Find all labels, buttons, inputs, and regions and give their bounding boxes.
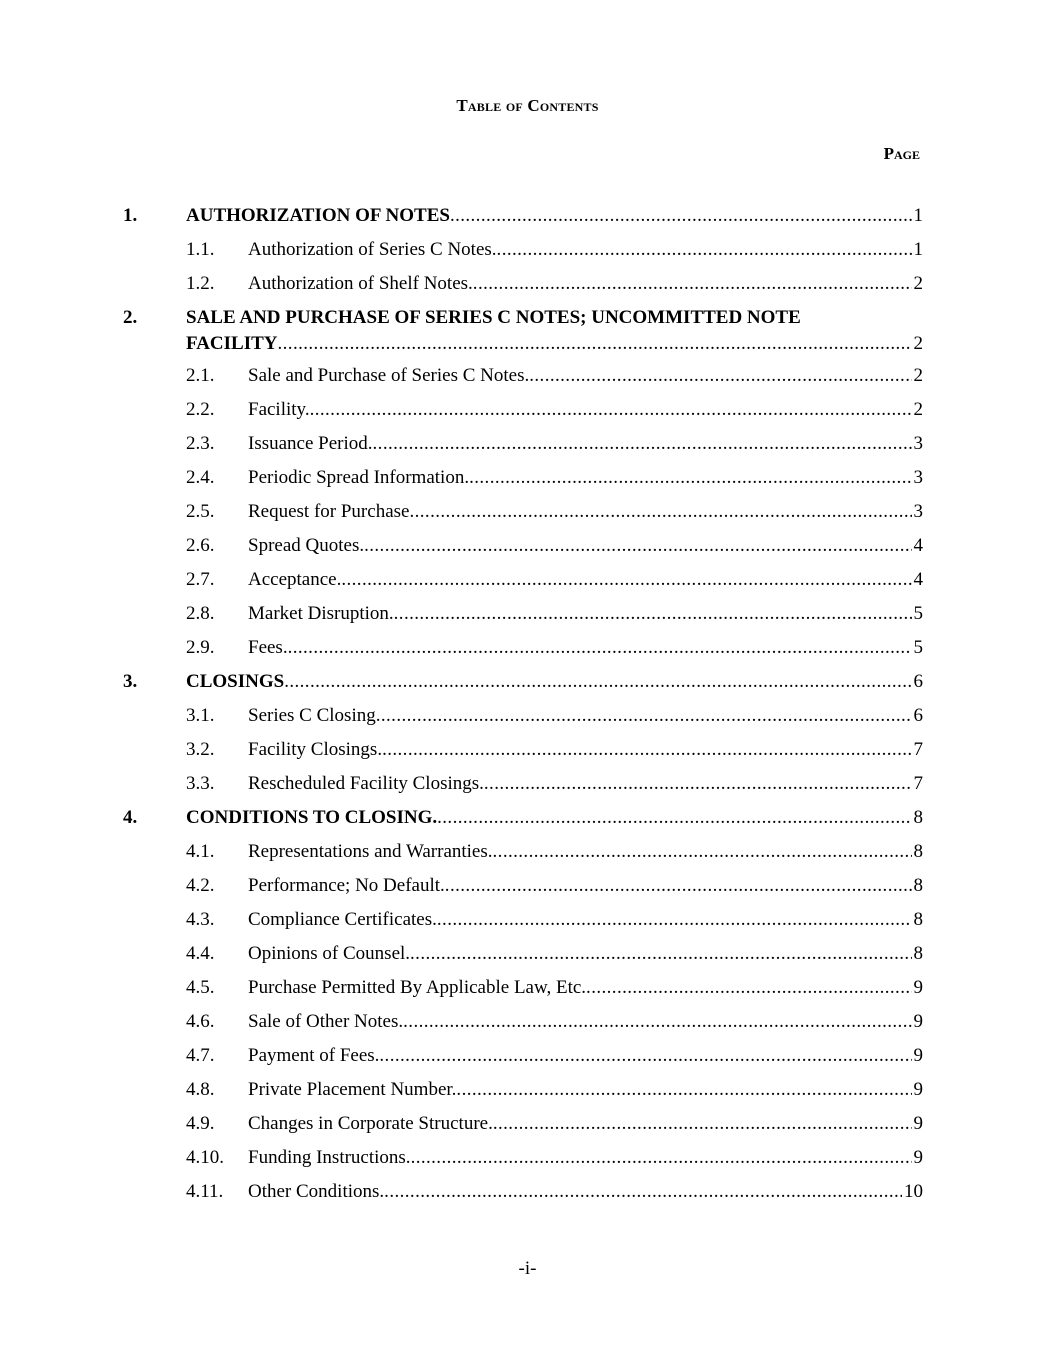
toc-number: 2.9. [186, 637, 215, 658]
toc-title: CLOSINGS [186, 671, 285, 692]
toc-number: 4.2. [186, 875, 215, 896]
toc-page-number: 9 [913, 1011, 923, 1032]
toc-section-2[interactable] [0, 305, 1055, 363]
leader-dots [493, 839, 912, 865]
leader-dots [456, 1077, 911, 1103]
toc-number: 3.2. [186, 739, 215, 760]
leader-dots [341, 567, 911, 593]
toc-page-number: 3 [913, 501, 923, 522]
toc-number: 2. [123, 307, 138, 328]
page-title: Table of Contents [456, 96, 599, 115]
leader-dots [445, 873, 912, 899]
toc-number: 2.3. [186, 433, 215, 454]
toc-page-number: 8 [913, 807, 923, 828]
toc-page-number: 2 [913, 399, 923, 420]
toc-page-number: 7 [913, 739, 923, 760]
leader-dots [278, 331, 912, 357]
toc-number: 3.1. [186, 705, 215, 726]
toc-page-number: 5 [913, 603, 923, 624]
toc-title: Authorization of Series C Notes. [248, 239, 497, 260]
toc-page-number: 9 [913, 1079, 923, 1100]
toc-title: Representations and Warranties. [248, 841, 493, 862]
toc-title: Payment of Fees. [248, 1045, 380, 1066]
toc-page-number: 4 [913, 535, 923, 556]
toc-title: Periodic Spread Information. [248, 467, 470, 488]
toc-subsection-2-9[interactable] [0, 635, 1055, 669]
toc-page-number: 8 [913, 841, 923, 862]
toc-number: 4.10. [186, 1147, 224, 1168]
toc-page-number: 6 [913, 705, 923, 726]
toc-title: Purchase Permitted By Applicable Law, Etc. [248, 977, 587, 998]
toc-subsection-4-3[interactable] [0, 907, 1055, 941]
toc-title: Series C Closing [248, 705, 376, 726]
toc-subsection-2-7[interactable] [0, 567, 1055, 601]
leader-dots [586, 975, 911, 1001]
toc-title: Facility. [248, 399, 310, 420]
toc-title: Spread Quotes. [248, 535, 365, 556]
leader-dots [484, 771, 912, 797]
toc-subsection-4-8[interactable] [0, 1077, 1055, 1111]
toc-section-3[interactable] [0, 669, 1055, 703]
toc-number: 4. [123, 807, 138, 828]
toc-title: Facility Closings. [248, 739, 383, 760]
toc-title: Request for Purchase [248, 501, 410, 522]
toc-title: Opinions of Counsel. [248, 943, 411, 964]
page-column-label: Page [883, 144, 920, 163]
toc-page-number: 8 [913, 875, 923, 896]
toc-subsection-4-9[interactable] [0, 1111, 1055, 1145]
toc-page-number: 10 [904, 1181, 923, 1202]
toc-title: Funding Instructions. [248, 1147, 411, 1168]
page-footer-number: -i- [518, 1258, 537, 1279]
toc-number: 2.8. [186, 603, 215, 624]
toc-subsection-2-8[interactable] [0, 601, 1055, 635]
toc-title: Issuance Period. [248, 433, 373, 454]
toc-title: Fees. [248, 637, 288, 658]
toc-title: Sale and Purchase of Series C Notes. [248, 365, 530, 386]
toc-title: Changes in Corporate Structure. [248, 1113, 493, 1134]
toc-title: Other Conditions. [248, 1181, 385, 1202]
toc-title: Sale of Other Notes. [248, 1011, 404, 1032]
leader-dots [450, 203, 912, 229]
toc-title: Performance; No Default. [248, 875, 445, 896]
toc-subsection-1-1[interactable] [0, 237, 1055, 271]
toc-number: 4.7. [186, 1045, 215, 1066]
toc-title: Authorization of Shelf Notes. [248, 273, 473, 294]
leader-dots [410, 941, 911, 967]
toc-page-number: 1 [913, 205, 923, 226]
toc-title: Compliance Certificates. [248, 909, 437, 930]
toc-number: 4.4. [186, 943, 215, 964]
toc-number: 4.11. [186, 1181, 224, 1202]
toc-subsection-4-2[interactable] [0, 873, 1055, 907]
toc-number: 3. [123, 671, 138, 692]
toc-number: 1. [123, 205, 138, 226]
toc-subsection-2-6[interactable] [0, 533, 1055, 567]
toc-number: 4.3. [186, 909, 215, 930]
toc-subsection-4-7[interactable] [0, 1043, 1055, 1077]
toc-page-number: 9 [913, 1147, 923, 1168]
leader-dots [469, 465, 911, 491]
leader-dots [529, 363, 911, 389]
leader-dots [493, 1111, 912, 1137]
toc-title: Market Disruption. [248, 603, 394, 624]
toc-subsection-2-1[interactable] [0, 363, 1055, 397]
leader-dots [473, 271, 912, 297]
leader-dots [411, 1145, 912, 1171]
toc-page-number: 9 [913, 1113, 923, 1134]
toc-page-number: 9 [913, 1045, 923, 1066]
toc-subsection-4-4[interactable] [0, 941, 1055, 975]
toc-page-number: 7 [913, 773, 923, 794]
toc-page-number: 3 [913, 433, 923, 454]
toc-subsection-2-4[interactable] [0, 465, 1055, 499]
toc-subsection-2-3[interactable] [0, 431, 1055, 465]
toc-page-number: 3 [913, 467, 923, 488]
toc-subsection-4-11[interactable] [0, 1179, 1055, 1213]
toc-title-line-2: FACILITY [186, 333, 278, 354]
toc-title: CONDITIONS TO CLOSING. [186, 807, 438, 828]
leader-dots [284, 669, 911, 695]
leader-dots [394, 601, 912, 627]
toc-page-number: 4 [913, 569, 923, 590]
leader-dots [437, 907, 912, 933]
toc-number: 2.4. [186, 467, 215, 488]
toc-section-4[interactable] [0, 805, 1055, 839]
leader-dots [379, 1043, 911, 1069]
toc-number: 2.2. [186, 399, 215, 420]
toc-number: 2.6. [186, 535, 215, 556]
toc-number: 2.1. [186, 365, 215, 386]
toc-section-1[interactable] [0, 203, 1055, 237]
toc-subsection-4-6[interactable] [0, 1009, 1055, 1043]
toc-subsection-1-2[interactable] [0, 271, 1055, 305]
toc-number: 4.9. [186, 1113, 215, 1134]
leader-dots [364, 533, 911, 559]
leader-dots [373, 431, 912, 457]
toc-subsection-4-1[interactable] [0, 839, 1055, 873]
leader-dots [437, 805, 911, 831]
toc-page-number: 9 [913, 977, 923, 998]
toc-page-number: 5 [913, 637, 923, 658]
toc-page-number: 6 [913, 671, 923, 692]
toc-number: 4.1. [186, 841, 215, 862]
toc-title: Acceptance. [248, 569, 342, 590]
toc-subsection-2-5[interactable] [0, 499, 1055, 533]
leader-dots [409, 499, 911, 525]
leader-dots [382, 737, 911, 763]
table-of-contents [0, 203, 1055, 1213]
leader-dots [310, 397, 912, 423]
toc-title: Rescheduled Facility Closings. [248, 773, 484, 794]
toc-subsection-3-1[interactable] [0, 703, 1055, 737]
toc-page-number: 2 [913, 365, 923, 386]
toc-number: 2.7. [186, 569, 215, 590]
toc-page-number: 8 [913, 943, 923, 964]
toc-title-line-1: SALE AND PURCHASE OF SERIES C NOTES; UNCOMMITTED NOTE [186, 307, 801, 328]
leader-dots [376, 703, 912, 729]
toc-number: 4.8. [186, 1079, 215, 1100]
leader-dots [288, 635, 912, 661]
toc-page-number: 1 [913, 239, 923, 260]
toc-page-number: 2 [913, 273, 923, 294]
toc-number: 4.6. [186, 1011, 215, 1032]
toc-number: 1.2. [186, 273, 215, 294]
toc-subsection-4-10[interactable] [0, 1145, 1055, 1179]
toc-page-number: 8 [913, 909, 923, 930]
toc-number: 1.1. [186, 239, 215, 260]
leader-dots [403, 1009, 911, 1035]
toc-title: Private Placement Number. [248, 1079, 457, 1100]
toc-subsection-3-3[interactable] [0, 771, 1055, 805]
toc-subsection-4-5[interactable] [0, 975, 1055, 1009]
toc-page-number: 2 [913, 333, 923, 354]
leader-dots [497, 237, 912, 263]
toc-subsection-3-2[interactable] [0, 737, 1055, 771]
leader-dots [384, 1179, 902, 1205]
toc-title: AUTHORIZATION OF NOTES [186, 205, 450, 226]
toc-number: 4.5. [186, 977, 215, 998]
toc-subsection-2-2[interactable] [0, 397, 1055, 431]
toc-number: 3.3. [186, 773, 215, 794]
toc-number: 2.5. [186, 501, 215, 522]
